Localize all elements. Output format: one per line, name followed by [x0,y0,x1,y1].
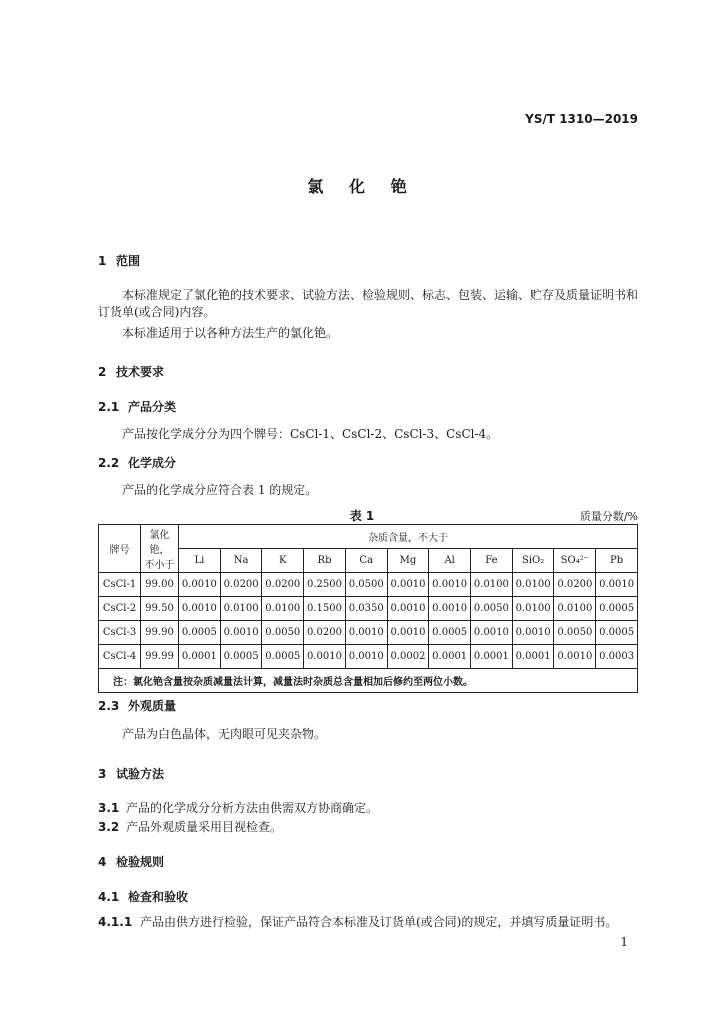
value-cell: 0.0001 [471,645,513,669]
table-row [99,645,638,669]
section-3-2-paragraph: 3.2 产品外观质量采用目视检查。 [98,820,283,834]
value-cell: 0.0050 [471,597,513,621]
section-4-1-heading: 4.1 检查和验收 [98,890,189,904]
cscl-cell: 99.00 [141,573,179,597]
value-cell: 0.0005 [596,597,638,621]
value-cell: 0.0001 [512,645,554,669]
value-cell: 0.0100 [554,597,596,621]
grade-cell: CsCl-2 [99,597,141,621]
section-1-heading: 1 范围 [98,254,141,268]
value-cell: 0.0010 [179,597,221,621]
value-cell: 0.0010 [220,621,262,645]
value-cell: 0.0010 [512,621,554,645]
value-cell: 0.0005 [179,621,221,645]
value-cell: 0.0100 [262,597,304,621]
section-2-2-heading: 2.2 化学成分 [98,456,177,470]
grade-cell: CsCl-4 [99,645,141,669]
value-cell: 0.0500 [345,573,387,597]
value-cell: 0.0002 [387,645,429,669]
value-cell: 0.0010 [429,597,471,621]
value-cell: 0.0200 [220,573,262,597]
value-cell: 0.0200 [304,621,346,645]
header-element: Li [179,549,221,573]
value-cell: 0.0003 [596,645,638,669]
value-cell: 0.0050 [554,621,596,645]
header-element: Mg [387,549,429,573]
section-4-1-1-paragraph: 4.1.1 产品由供方进行检验，保证产品符合本标准及订货单(或合同)的规定，并填写质量证明书。 [98,915,618,929]
value-cell: 0.0100 [471,573,513,597]
value-cell: 0.0100 [512,597,554,621]
value-cell: 0.0010 [387,621,429,645]
table-caption: 表 1 [349,509,375,523]
value-cell: 0.0010 [429,573,471,597]
section-4-heading: 4 检验规则 [98,855,165,869]
value-cell: 0.0010 [387,597,429,621]
value-cell: 0.0005 [596,621,638,645]
chemical-composition-table [98,524,638,693]
section-2-heading: 2 技术要求 [98,365,165,379]
value-cell: 0.0010 [387,573,429,597]
value-cell: 0.0005 [429,621,471,645]
value-cell: 0.0010 [345,645,387,669]
header-element: Ca [345,549,387,573]
table-note: 注：氯化铯含量按杂质减量法计算，减量法时杂质总含量相加后修约至两位小数。 [99,669,638,693]
section-3-heading: 3 试验方法 [98,767,165,781]
value-cell: 0.0010 [554,645,596,669]
header-element: Al [429,549,471,573]
header-element: SiO₂ [512,549,554,573]
section-2-3-heading: 2.3 外观质量 [98,699,177,713]
value-cell: 0.0010 [179,573,221,597]
header-element: Na [220,549,262,573]
table-row [99,573,638,597]
value-cell: 0.0001 [179,645,221,669]
header-element: Pb [596,549,638,573]
value-cell: 0.0010 [471,621,513,645]
section-2-1-paragraph: 产品按化学成分分为四个牌号：CsCl-1、CsCl-2、CsCl-3、CsCl-4。 [122,427,499,441]
value-cell: 0.0050 [262,621,304,645]
cscl-cell: 99.99 [141,645,179,669]
table-row [99,621,638,645]
value-cell: 0.1500 [304,597,346,621]
value-cell: 0.0100 [220,597,262,621]
value-cell: 0.0350 [345,597,387,621]
value-cell: 0.2500 [304,573,346,597]
header-impurity: 杂质含量，不大于 [179,525,638,549]
standard-code: YS/T 1310—2019 [525,112,638,126]
value-cell: 0.0010 [596,573,638,597]
cscl-cell: 99.90 [141,621,179,645]
value-cell: 0.0005 [262,645,304,669]
table-unit: 质量分数/% [579,510,638,523]
section-2-2-paragraph: 产品的化学成分应符合表 1 的规定。 [122,483,318,497]
value-cell: 0.0100 [512,573,554,597]
header-cscl: 氯化铯， 不小于 [141,525,179,573]
value-cell: 0.0200 [554,573,596,597]
grade-cell: CsCl-1 [99,573,141,597]
value-cell: 0.0001 [429,645,471,669]
grade-cell: CsCl-3 [99,621,141,645]
value-cell: 0.0010 [345,621,387,645]
section-2-1-heading: 2.1 产品分类 [98,400,177,414]
header-element: Fe [471,549,513,573]
header-element: K [262,549,304,573]
header-grade: 牌号 [99,525,141,573]
section-1-paragraph-2: 本标准适用于以各种方法生产的氯化铯。 [122,326,339,340]
section-2-3-paragraph: 产品为白色晶体，无肉眼可见夹杂物。 [122,727,327,741]
header-element: SO₄²⁻ [554,549,596,573]
section-1-paragraph-1: 本标准规定了氯化铯的技术要求、试验方法、检验规则、标志、包装、运输、贮存及质量证明书和订货单(或合同)内容。 [98,288,639,319]
value-cell: 0.0200 [262,573,304,597]
cscl-cell: 99.50 [141,597,179,621]
header-element: Rb [304,549,346,573]
value-cell: 0.0010 [304,645,346,669]
page-number: 1 [620,935,628,949]
value-cell: 0.0005 [220,645,262,669]
document-title: 氯 化 铯 [307,177,417,196]
table-row [99,597,638,621]
section-3-1-paragraph: 3.1 产品的化学成分分析方法由供需双方协商确定。 [98,801,379,815]
